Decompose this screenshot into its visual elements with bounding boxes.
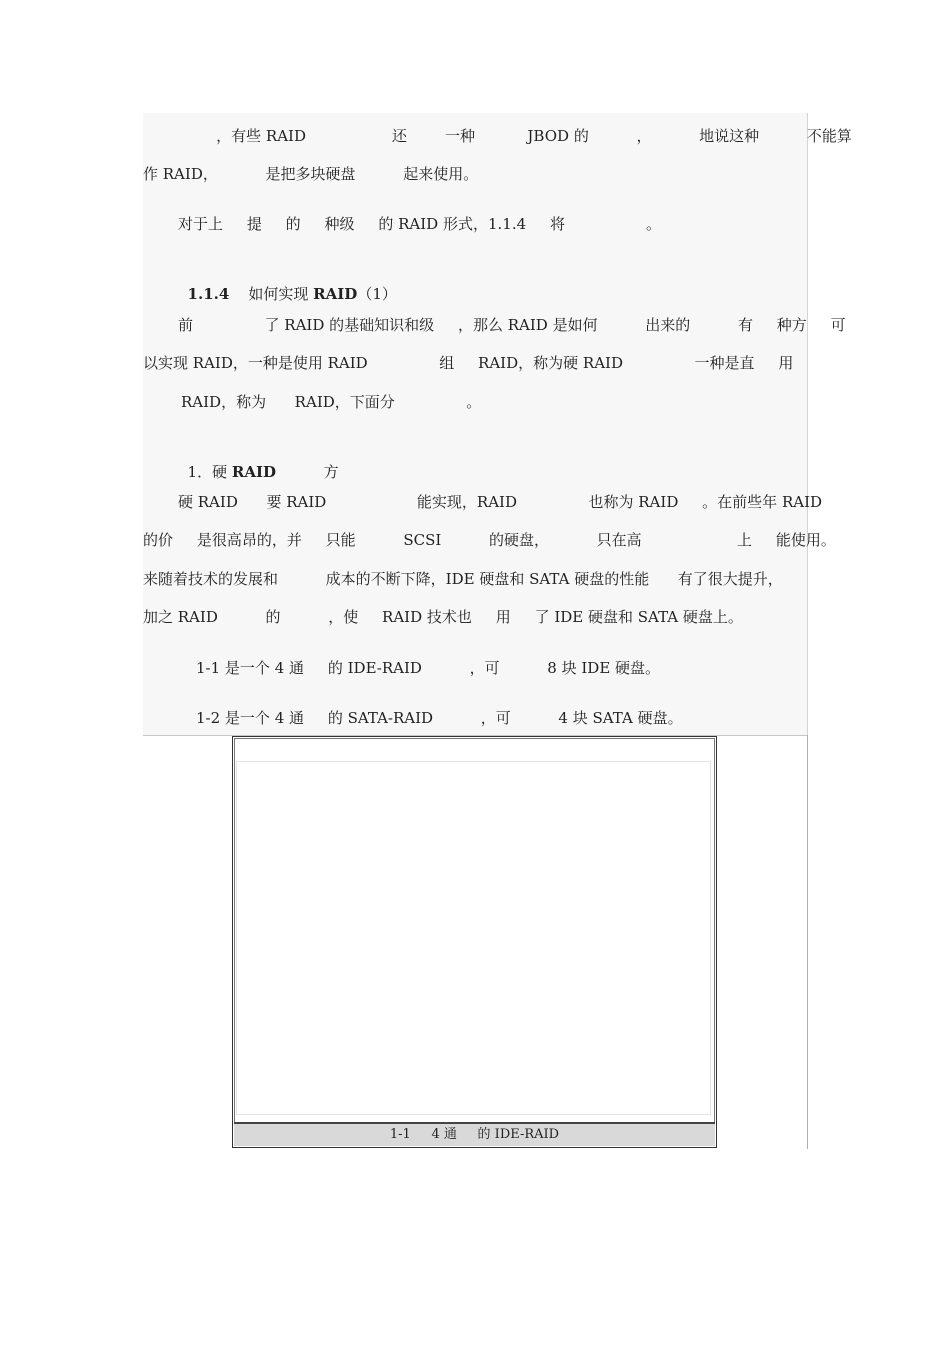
para5: 1-1 是一个 4 通 的 IDE-RAID ，可 8 块 IDE 硬盘。: [196, 659, 661, 677]
para3-line1: 前 了 RAID 的基础知识和级 ，那么 RAID 是如何 出来的 有 种方 可: [178, 316, 846, 334]
para3-line3: RAID，称为 RAID，下面分 。: [181, 393, 482, 411]
subsection-tail: 方: [276, 463, 339, 481]
para3-line2: 以实现 RAID，一种是使用 RAID 组 RAID，称为硬 RAID 一种是直 用: [143, 354, 794, 372]
subsection-heading: [178, 442, 339, 482]
heading-number: 1.1.4: [187, 285, 230, 303]
text-panel: [143, 113, 808, 736]
para1-line1: ，有些 RAID 还 一种 JBOD 的 ， 地说这种 不能算: [178, 127, 852, 145]
subsection-number: 1．硬: [187, 463, 232, 481]
para4-line4: 加之 RAID 的 ，使 RAID 技术也 用 了 IDE 硬盘和 SATA 硬盘上。: [143, 608, 743, 626]
figure-caption: 1-1 4 通 的 IDE-RAID: [234, 1122, 715, 1146]
figure-frame: [232, 736, 717, 1148]
para6: 1-2 是一个 4 通 的 SATA-RAID ，可 4 块 SATA 硬盘。: [196, 709, 683, 727]
section-heading: [178, 264, 397, 304]
para4-line3: 来随着技术的发展和 成本的不断下降，IDE 硬盘和 SATA 硬盘的性能 有了很大提升，: [143, 570, 783, 588]
figure-image-placeholder: [236, 761, 711, 1115]
subsection-bold: RAID: [231, 463, 276, 481]
heading-bold: RAID: [313, 285, 358, 303]
para4-line1: 硬 RAID 要 RAID 能实现，RAID 也称为 RAID 。在前些年 RAID: [178, 493, 823, 511]
para2: 对于上 提 的 种级 的 RAID 形式，1.1.4 将 。: [178, 215, 662, 233]
heading-text: 如何实现: [248, 285, 314, 303]
right-divider: [807, 735, 808, 1149]
heading-tail: （1）: [357, 285, 397, 303]
para1-line2: 作 RAID， 是把多块硬盘 起来使用。: [143, 165, 479, 183]
heading-spacer: [229, 285, 248, 303]
para4-line2: 的价 是很高昂的，并 只能 SCSI 的硬盘， 只在高 上 能使用。: [143, 531, 836, 549]
